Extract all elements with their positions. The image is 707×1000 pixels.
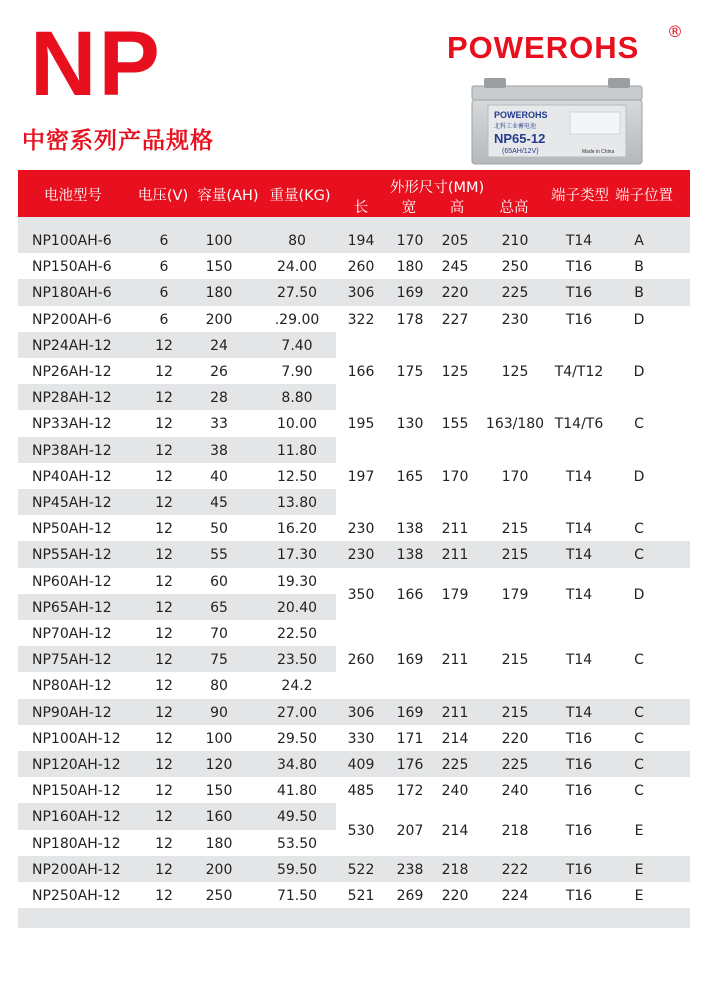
cell-capacity: 250 (205, 888, 233, 904)
cell-weight: 12.50 (276, 468, 318, 485)
header-voltage: 电压(V) (137, 188, 189, 204)
cell-voltage: 6 (159, 311, 169, 328)
cell-model: NP55AH-12 (32, 547, 112, 564)
cell-model: NP24AH-12 (32, 337, 112, 354)
registered-mark-icon: ® (667, 22, 683, 41)
cell-capacity: 65 (210, 599, 228, 616)
cell-width: 269 (396, 888, 424, 904)
cell-model: NP200AH-6 (32, 311, 112, 328)
cell-model: NP90AH-12 (32, 704, 112, 721)
page-title: NP (30, 13, 162, 115)
cell-length: 166 (347, 364, 375, 380)
cell-model: NP38AH-12 (32, 442, 112, 459)
cell-terminal-type: T16 (565, 861, 593, 878)
cell-terminal-type: T14 (565, 547, 593, 564)
header-weight: 重量(KG) (269, 188, 331, 204)
cell-terminal-type: T16 (565, 311, 593, 328)
cell-capacity: 45 (210, 495, 228, 511)
cell-weight: .29.00 (274, 311, 320, 328)
cell-voltage: 12 (155, 573, 173, 590)
svg-text:Made in China: Made in China (582, 149, 615, 155)
cell-weight: 59.50 (276, 861, 318, 878)
cell-model: NP70AH-12 (32, 626, 112, 642)
cell-terminal-type: T16 (565, 888, 593, 904)
cell-total-height: 222 (501, 861, 529, 878)
cell-terminal-pos: C (634, 521, 644, 538)
svg-text:POWEROHS: POWEROHS (494, 110, 548, 120)
cell-capacity: 120 (205, 757, 233, 773)
cell-height: 205 (441, 233, 469, 249)
cell-voltage: 12 (155, 888, 173, 904)
cell-height: 214 (441, 822, 469, 839)
cell-model: NP100AH-12 (32, 730, 121, 747)
cell-total-height: 225 (501, 285, 529, 302)
cell-weight: 24.00 (276, 259, 318, 276)
cell-weight: 23.50 (276, 652, 318, 669)
cell-terminal-pos: D (633, 586, 645, 603)
cell-height: 227 (441, 311, 469, 328)
cell-capacity: 40 (210, 468, 228, 485)
cell-weight: 17.30 (276, 547, 318, 564)
header-width: 宽 (401, 200, 417, 216)
header-model: 电池型号 (44, 188, 102, 204)
cell-terminal-pos: C (634, 652, 644, 669)
cell-capacity: 180 (205, 835, 233, 852)
cell-terminal-pos: B (634, 259, 644, 276)
svg-text:NP65-12: NP65-12 (494, 131, 546, 146)
cell-height: 240 (441, 783, 469, 800)
cell-capacity: 80 (210, 678, 228, 695)
cell-total-height: 215 (501, 652, 529, 669)
cell-weight: 80 (288, 233, 306, 249)
cell-model: NP28AH-12 (32, 390, 112, 407)
cell-voltage: 12 (155, 835, 173, 852)
cell-length: 230 (347, 521, 375, 538)
spec-table (18, 217, 690, 928)
cell-voltage: 12 (155, 416, 173, 433)
cell-capacity: 33 (210, 416, 228, 433)
cell-length: 195 (347, 416, 375, 433)
cell-height: 211 (441, 652, 469, 669)
cell-capacity: 55 (210, 547, 228, 564)
cell-model: NP250AH-12 (32, 888, 121, 904)
cell-total-height: 215 (501, 704, 529, 721)
cell-length: 194 (347, 233, 375, 249)
cell-weight: 11.80 (276, 442, 318, 459)
cell-voltage: 12 (155, 390, 173, 407)
cell-total-height: 225 (501, 757, 529, 773)
cell-height: 211 (441, 521, 469, 538)
cell-weight: 19.30 (276, 573, 318, 590)
svg-text:北科工业蓄电池: 北科工业蓄电池 (494, 123, 537, 130)
cell-length: 197 (347, 468, 375, 485)
cell-terminal-type: T14/T6 (554, 416, 604, 433)
cell-voltage: 6 (159, 285, 169, 302)
cell-width: 172 (396, 783, 424, 800)
cell-width: 180 (396, 259, 424, 276)
cell-voltage: 12 (155, 730, 173, 747)
cell-capacity: 150 (205, 259, 233, 276)
cell-voltage: 12 (155, 521, 173, 538)
cell-terminal-pos: C (634, 730, 644, 747)
cell-terminal-pos: A (634, 233, 644, 249)
cell-weight: 13.80 (276, 495, 318, 511)
brand-logo: POWEROHS (447, 30, 640, 65)
cell-terminal-type: T16 (565, 259, 593, 276)
cell-model: NP160AH-12 (32, 809, 121, 826)
cell-length: 521 (347, 888, 375, 904)
cell-weight: 20.40 (276, 599, 318, 616)
cell-weight: 27.50 (276, 285, 318, 302)
cell-capacity: 24 (210, 337, 228, 354)
cell-capacity: 150 (205, 783, 233, 800)
cell-capacity: 28 (210, 390, 228, 407)
page-subtitle: 中密系列产品规格 (22, 128, 214, 154)
cell-width: 207 (396, 822, 424, 839)
cell-terminal-pos: D (633, 468, 645, 485)
cell-total-height: 240 (501, 783, 529, 800)
cell-capacity: 60 (210, 573, 228, 590)
cell-total-height: 163/180 (485, 416, 545, 433)
cell-model: NP40AH-12 (32, 468, 112, 485)
cell-weight: 10.00 (276, 416, 318, 433)
cell-length: 350 (347, 586, 375, 603)
cell-weight: 8.80 (281, 390, 313, 407)
cell-height: 170 (441, 468, 469, 485)
svg-text:(65AH/12V): (65AH/12V) (502, 148, 539, 155)
cell-width: 138 (396, 521, 424, 538)
cell-terminal-type: T4/T12 (554, 364, 604, 380)
cell-height: 214 (441, 730, 469, 747)
cell-model: NP33AH-12 (32, 416, 112, 433)
cell-width: 166 (396, 586, 424, 603)
cell-height: 220 (441, 285, 469, 302)
cell-width: 138 (396, 547, 424, 564)
cell-capacity: 70 (210, 626, 228, 642)
cell-width: 170 (396, 233, 424, 249)
cell-height: 125 (441, 364, 469, 380)
cell-terminal-type: T14 (565, 233, 593, 249)
cell-terminal-pos: E (634, 888, 644, 904)
cell-terminal-pos: C (634, 704, 644, 721)
cell-voltage: 12 (155, 861, 173, 878)
cell-voltage: 12 (155, 364, 173, 380)
cell-model: NP200AH-12 (32, 861, 121, 878)
cell-total-height: 220 (501, 730, 529, 747)
cell-terminal-type: T14 (565, 468, 593, 485)
cell-capacity: 50 (210, 521, 228, 538)
cell-capacity: 75 (210, 652, 228, 669)
battery-product-image (470, 78, 645, 166)
cell-width: 178 (396, 311, 424, 328)
cell-voltage: 12 (155, 547, 173, 564)
cell-width: 165 (396, 468, 424, 485)
cell-capacity: 180 (205, 285, 233, 302)
cell-total-height: 250 (501, 259, 529, 276)
cell-length: 330 (347, 730, 375, 747)
cell-width: 169 (396, 285, 424, 302)
cell-voltage: 12 (155, 337, 173, 354)
header-length: 长 (353, 200, 369, 216)
header-terminal-pos: 端子位置 (615, 188, 673, 204)
cell-height: 179 (441, 586, 469, 603)
cell-width: 238 (396, 861, 424, 878)
cell-terminal-type: T16 (565, 730, 593, 747)
cell-height: 220 (441, 888, 469, 904)
cell-model: NP45AH-12 (32, 495, 112, 511)
cell-voltage: 12 (155, 783, 173, 800)
cell-weight: 22.50 (276, 626, 318, 642)
cell-terminal-pos: D (633, 311, 645, 328)
cell-capacity: 200 (205, 861, 233, 878)
cell-length: 530 (347, 822, 375, 839)
cell-voltage: 6 (159, 233, 169, 249)
cell-terminal-type: T16 (565, 757, 593, 773)
cell-terminal-type: T16 (565, 822, 593, 839)
cell-model: NP60AH-12 (32, 573, 112, 590)
cell-width: 130 (396, 416, 424, 433)
cell-terminal-pos: E (634, 822, 644, 839)
cell-voltage: 12 (155, 442, 173, 459)
cell-weight: 71.50 (276, 888, 318, 904)
cell-total-height: 215 (501, 547, 529, 564)
header-height: 高 (449, 200, 465, 216)
cell-length: 409 (347, 757, 375, 773)
cell-width: 171 (396, 730, 424, 747)
cell-voltage: 12 (155, 599, 173, 616)
cell-length: 522 (347, 861, 375, 878)
cell-model: NP180AH-12 (32, 835, 121, 852)
cell-model: NP26AH-12 (32, 364, 112, 380)
cell-capacity: 200 (205, 311, 233, 328)
cell-length: 230 (347, 547, 375, 564)
cell-terminal-pos: D (633, 364, 645, 380)
cell-model: NP80AH-12 (32, 678, 112, 695)
cell-model: NP180AH-6 (32, 285, 112, 302)
cell-total-height: 210 (501, 233, 529, 249)
cell-total-height: 179 (501, 586, 529, 603)
header-terminal-type: 端子类型 (551, 188, 609, 204)
cell-total-height: 125 (501, 364, 529, 380)
cell-total-height: 224 (501, 888, 529, 904)
cell-model: NP65AH-12 (32, 599, 112, 616)
cell-model: NP100AH-6 (32, 233, 112, 249)
cell-weight: 16.20 (276, 521, 318, 538)
header-capacity: 容量(AH) (197, 188, 259, 204)
cell-height: 211 (441, 547, 469, 564)
cell-weight: 29.50 (276, 730, 318, 747)
cell-voltage: 12 (155, 495, 173, 511)
cell-terminal-pos: C (634, 757, 644, 773)
cell-total-height: 218 (501, 822, 529, 839)
cell-weight: 27.00 (276, 704, 318, 721)
cell-terminal-pos: E (634, 861, 644, 878)
cell-voltage: 12 (155, 757, 173, 773)
cell-capacity: 90 (210, 704, 228, 721)
cell-weight: 41.80 (276, 783, 318, 800)
cell-model: NP150AH-6 (32, 259, 112, 276)
cell-voltage: 12 (155, 626, 173, 642)
cell-height: 245 (441, 259, 469, 276)
cell-length: 485 (347, 783, 375, 800)
cell-model: NP150AH-12 (32, 783, 121, 800)
cell-height: 211 (441, 704, 469, 721)
cell-voltage: 12 (155, 468, 173, 485)
cell-model: NP75AH-12 (32, 652, 112, 669)
cell-voltage: 12 (155, 652, 173, 669)
table-header (18, 170, 690, 217)
cell-length: 322 (347, 311, 375, 328)
cell-height: 218 (441, 861, 469, 878)
cell-terminal-type: T14 (565, 586, 593, 603)
cell-terminal-type: T14 (565, 652, 593, 669)
cell-terminal-type: T16 (565, 783, 593, 800)
cell-terminal-pos: C (634, 547, 644, 564)
cell-voltage: 12 (155, 704, 173, 721)
cell-terminal-pos: B (634, 285, 644, 302)
cell-capacity: 160 (205, 809, 233, 826)
cell-terminal-type: T16 (565, 285, 593, 302)
cell-voltage: 12 (155, 809, 173, 826)
cell-terminal-pos: C (634, 416, 644, 433)
cell-width: 176 (396, 757, 424, 773)
header-dims: 外形尺寸(MM) (389, 180, 485, 196)
cell-weight: 53.50 (276, 835, 318, 852)
cell-length: 260 (347, 652, 375, 669)
cell-total-height: 215 (501, 521, 529, 538)
cell-total-height: 170 (501, 468, 529, 485)
cell-terminal-type: T14 (565, 521, 593, 538)
cell-width: 169 (396, 704, 424, 721)
header-total-height: 总高 (499, 200, 529, 216)
cell-length: 306 (347, 285, 375, 302)
cell-model: NP50AH-12 (32, 521, 112, 538)
cell-terminal-type: T14 (565, 704, 593, 721)
cell-capacity: 100 (205, 233, 233, 249)
cell-terminal-pos: C (634, 783, 644, 800)
cell-weight: 24.2 (281, 678, 313, 695)
cell-capacity: 100 (205, 730, 233, 747)
cell-weight: 34.80 (276, 757, 318, 773)
cell-model: NP120AH-12 (32, 757, 121, 773)
table-bottom-band (18, 908, 690, 928)
cell-capacity: 38 (210, 442, 228, 459)
cell-height: 155 (441, 416, 469, 433)
cell-weight: 7.40 (281, 337, 313, 354)
cell-voltage: 6 (159, 259, 169, 276)
cell-length: 260 (347, 259, 375, 276)
cell-total-height: 230 (501, 311, 529, 328)
cell-width: 175 (396, 364, 424, 380)
table-top-band (18, 217, 690, 227)
cell-capacity: 26 (210, 364, 228, 380)
cell-weight: 7.90 (281, 364, 313, 380)
cell-weight: 49.50 (276, 809, 318, 826)
cell-width: 169 (396, 652, 424, 669)
cell-voltage: 12 (155, 678, 173, 695)
cell-height: 225 (441, 757, 469, 773)
cell-length: 306 (347, 704, 375, 721)
